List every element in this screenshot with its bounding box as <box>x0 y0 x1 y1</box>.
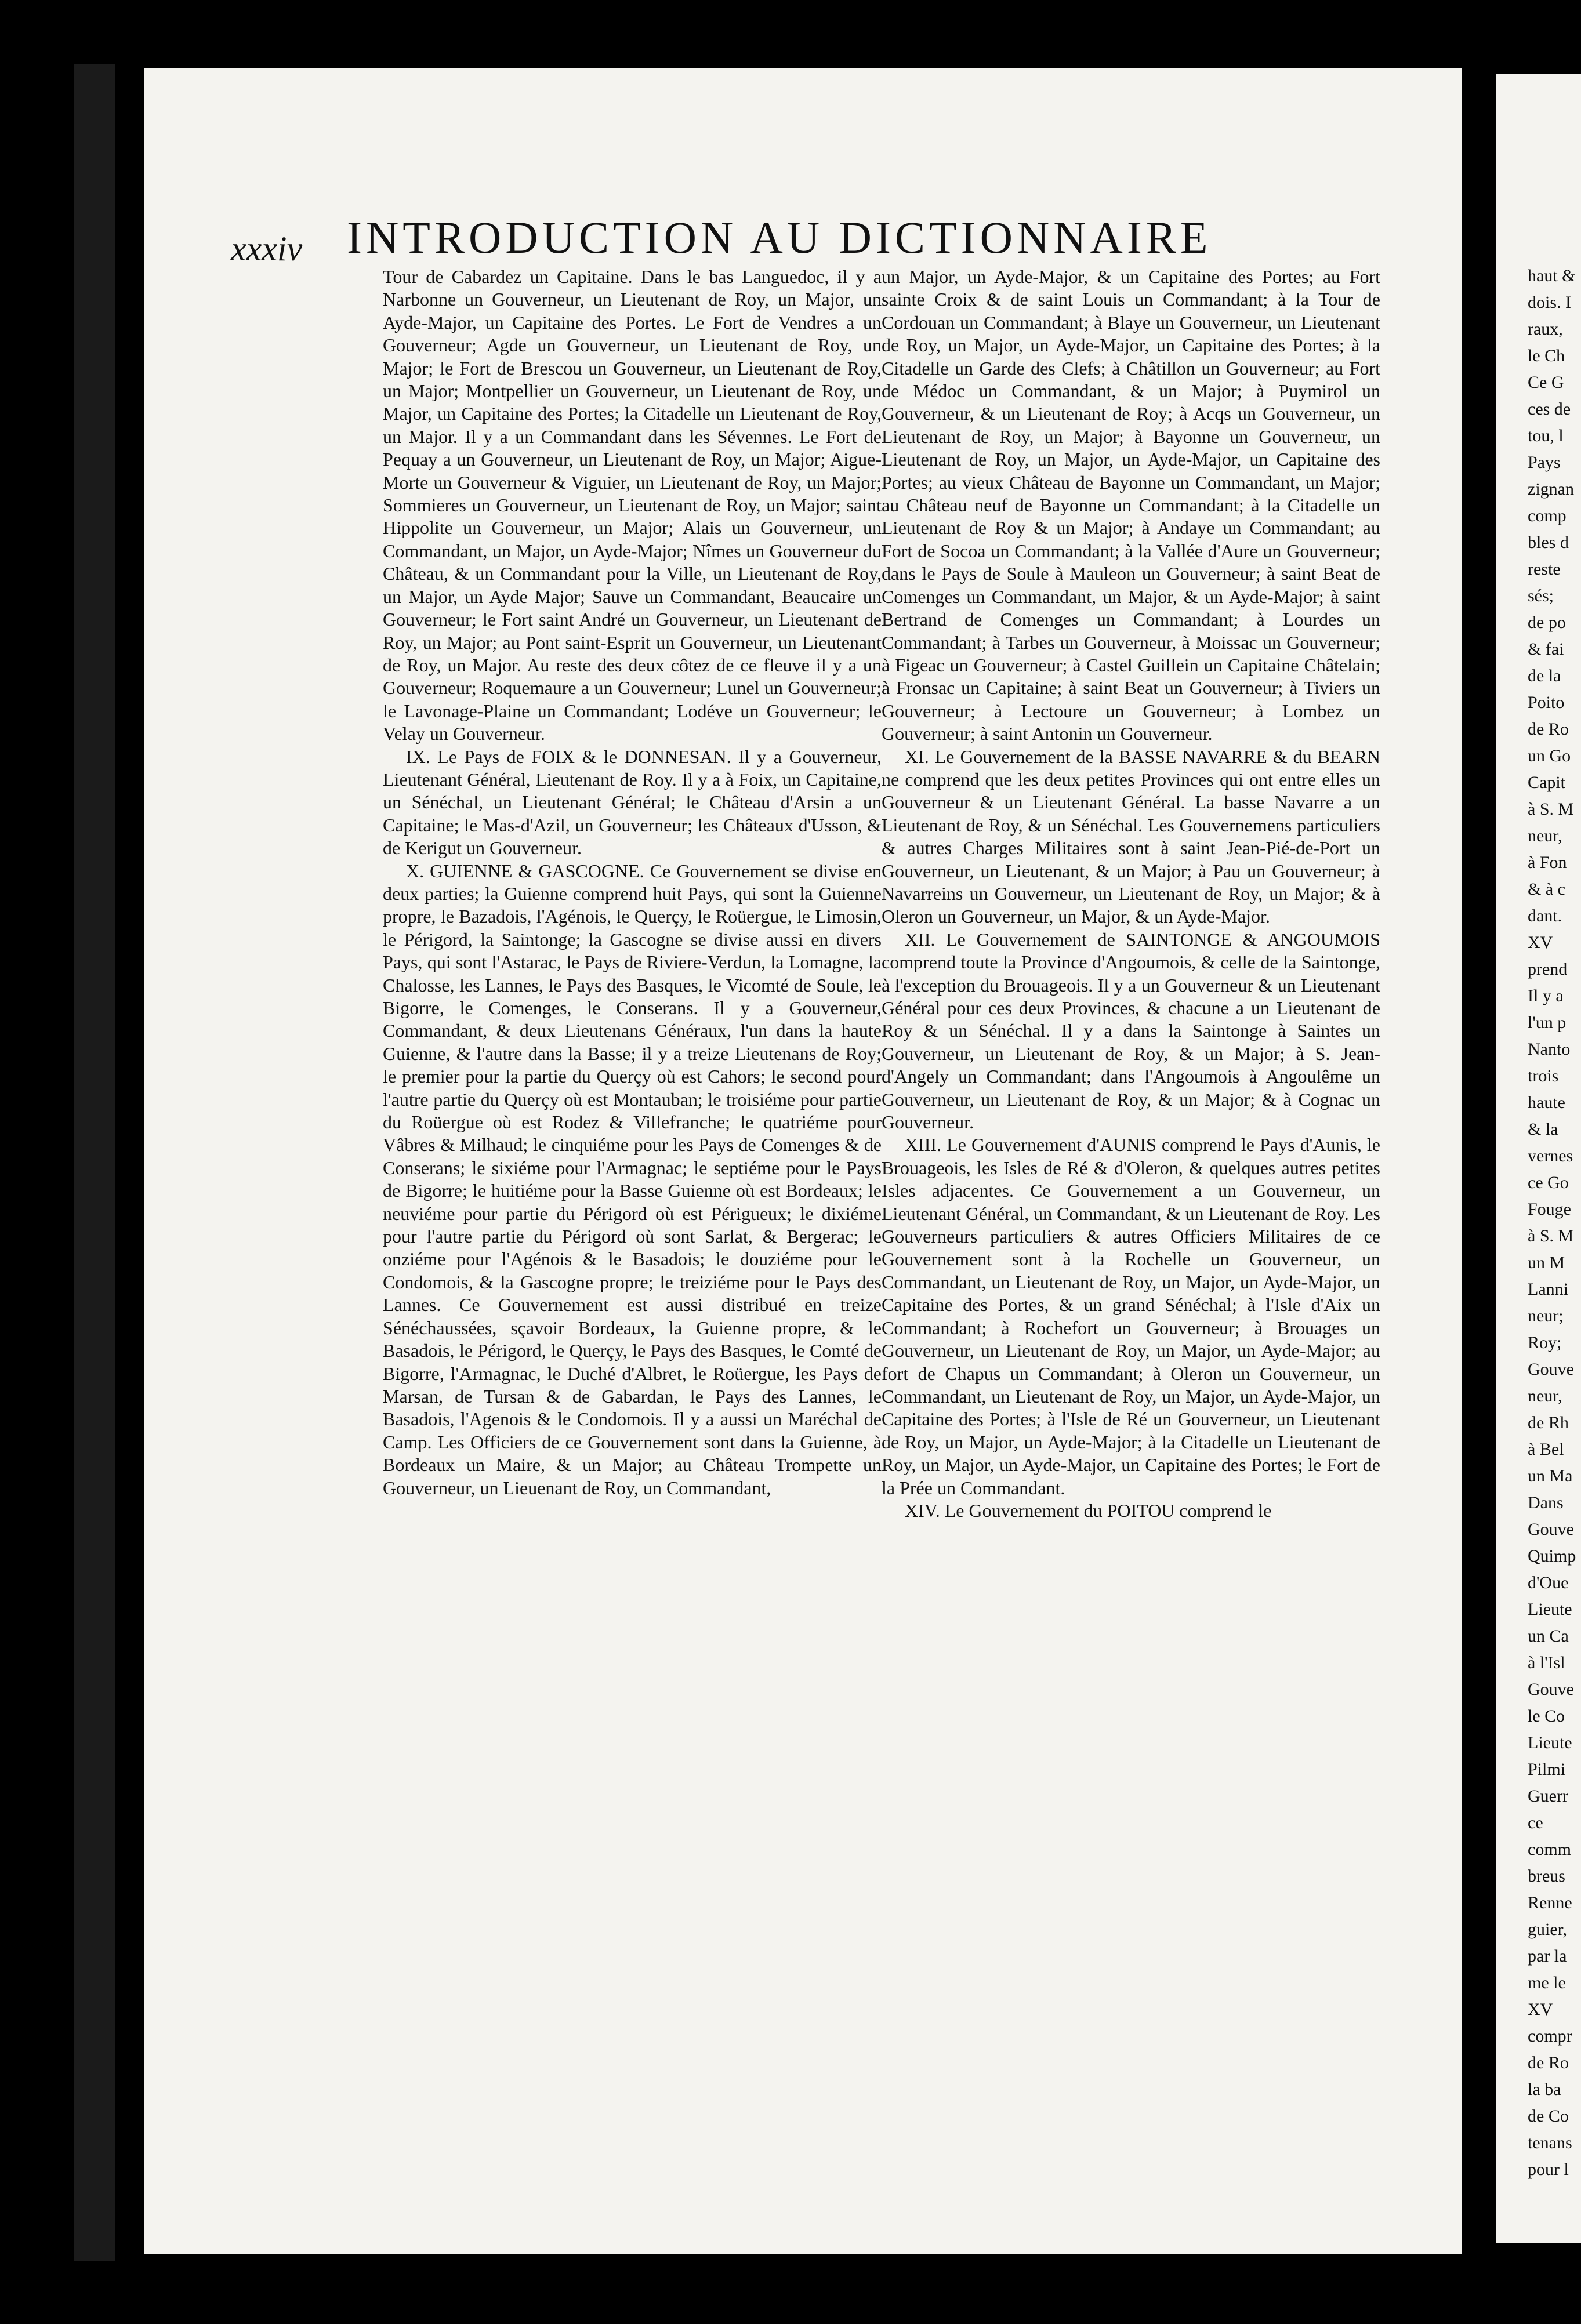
adjacent-page-line: Lieute <box>1528 1733 1572 1752</box>
adjacent-page-line: Renne <box>1528 1893 1572 1912</box>
adjacent-page-line: un Go <box>1528 746 1571 765</box>
adjacent-page-line: & la <box>1528 1120 1558 1139</box>
adjacent-page-line: compr <box>1528 2027 1572 2046</box>
adjacent-page-line: Capit <box>1528 773 1565 792</box>
adjacent-page-line: à Fon <box>1528 853 1567 872</box>
adjacent-page-line: à l'Isl <box>1528 1653 1565 1672</box>
adjacent-page-line: de Co <box>1528 2107 1569 2126</box>
adjacent-page-line: ces de <box>1528 400 1571 419</box>
adjacent-page-line: Roy; <box>1528 1333 1562 1352</box>
adjacent-page-edge <box>1496 74 1581 2243</box>
paragraph: XIII. Le Gouvernement d'AUNIS comprend le Pays d'Aunis, le Brouageois, les Isles de Ré & d'Oleron, & quelques autres petites Isles adjacentes. Ce Gouvernement a un Gouverneur, un Lieutenant Général, un Commandant, & un Lieutenant de Roy. Les Gouverneurs particuliers & autres Officiers Militaires de ce Gouvernement sont à la Rochelle un Gouverneur, un Commandant, un Lieutenant de Roy, un Major, un Ayde-Major, un Capitaine des Portes, & un grand Sénéchal; à l'Isle d'Aix un Commandant; à Rochefort un Gouverneur; à Brouages un Gouverneur, un Lieutenant de Roy, un Major, un Ayde-Major; au fort de Chapus un Commandant; à Oleron un Gouverneur, un Commandant, un Lieutenant de Roy, un Major, un Ayde-Major, un Capitaine des Portes; à l'Isle de Ré un Gouverneur, un Lieutenant de Roy, un Major, un Ayde-Major; à la Citadelle un Lieutenant de Roy, un Major, un Ayde-Major, un Capitaine des Portes; le Fort de la Prée un Commandant. <box>882 1134 1380 1498</box>
adjacent-page-line: d'Oue <box>1528 1573 1569 1592</box>
paragraph: un Major, un Ayde-Major, & un Capitaine des Portes; au Fort sainte Croix & de saint Louis un Commandant; à la Tour de Cordouan un Commandant; à Blaye un Gouverneur, un Lieutenant de Roy, un Major, un Ayde-Major, un Capitaine des Portes; à la Citadelle un Garde des Clefs; à Châtillon un Gouverneur; au Fort de Médoc un Commandant, & un Major; à Puymirol un Gouverneur, & un Lieutenant de Roy; à Acqs un Gouverneur, un Lieutenant de Roy, un Major; à Bayonne un Gouverneur, un Lieutenant de Roy, un Major, un Ayde-Major, un Capitaine des Portes; au vieux Château de Bayonne un Commandant, un Major; au Château neuf de Bayonne un Commandant; à la Citadelle un Lieutenant de Roy & un Major; à Andaye un Commandant; au Fort de Socoa un Commandant; à la Vallée d'Aure un Gouverneur; dans le Pays de Soule à Mauleon un Gouverneur; à saint Beat de Comenges un Commandant, un Major, & un Ayde-Major; à saint Bertrand de Comenges un Commandant; à Lourdes un Commandant; à Tarbes un Gouverneur, à Moissac un Gouverneur; à Figeac un Gouverneur; à Castel Guillein un Capitaine Châtelain; à Fronsac un Capitaine; à saint Beat un Gouverneur; à Tiviers un Gouverneur; à Lectoure un Gouverneur; à Lombez un Gouverneur; à saint Antonin un Gouverneur. <box>882 266 1380 745</box>
adjacent-page-line: comp <box>1528 506 1567 525</box>
adjacent-page-line: haut & <box>1528 266 1576 285</box>
adjacent-page-line: & fai <box>1528 640 1564 659</box>
adjacent-page-line: Lieute <box>1528 1600 1572 1619</box>
adjacent-page-line: Fouge <box>1528 1200 1571 1219</box>
adjacent-page-line: vernes <box>1528 1146 1573 1165</box>
adjacent-page-line: trois <box>1528 1066 1559 1085</box>
adjacent-page-line: neur, <box>1528 826 1562 845</box>
adjacent-page-line: pour l <box>1528 2160 1569 2179</box>
adjacent-page-line: Gouve <box>1528 1360 1574 1379</box>
book-binding-edge <box>74 64 115 2261</box>
text-column-left <box>383 266 882 1499</box>
adjacent-page-line: breus <box>1528 1867 1565 1886</box>
adjacent-page-line: raux, <box>1528 319 1563 339</box>
adjacent-page-line: Gouve <box>1528 1520 1574 1539</box>
adjacent-page-line: ce <box>1528 1813 1543 1832</box>
adjacent-page-line: Nanto <box>1528 1040 1571 1059</box>
adjacent-page-line: Pilmi <box>1528 1760 1566 1779</box>
adjacent-page-line: de Rh <box>1528 1413 1569 1432</box>
adjacent-page-line: me le <box>1528 1973 1566 1992</box>
adjacent-page-line: haute <box>1528 1093 1565 1112</box>
adjacent-page-line: par la <box>1528 1947 1567 1966</box>
adjacent-page-line: Quimp <box>1528 1546 1576 1566</box>
adjacent-page-line: Pays <box>1528 453 1561 472</box>
adjacent-page-line: reste <box>1528 560 1561 579</box>
adjacent-page-line: prend <box>1528 960 1568 979</box>
page-number: xxxiv <box>231 230 303 268</box>
adjacent-page-line: à S. M <box>1528 1226 1574 1245</box>
adjacent-page-line: sés; <box>1528 586 1554 605</box>
adjacent-page-line: un Ca <box>1528 1626 1569 1646</box>
adjacent-page-line: tenans <box>1528 2133 1572 2152</box>
adjacent-page-line: la ba <box>1528 2080 1561 2099</box>
adjacent-page-line: le Ch <box>1528 346 1565 365</box>
adjacent-page-line: de Ro <box>1528 2053 1569 2072</box>
adjacent-page-line: guier, <box>1528 1920 1567 1939</box>
running-title: INTRODUCTION AU DICTIONNAIRE <box>347 212 1212 263</box>
paragraph: IX. Le Pays de FOIX & le DONNESAN. Il y a Gouverneur, Lieutenant Général, Lieutenant de Roy. Il y a à Foix, un Capitaine, un Sénéchal, un Lieutenant Général; le Château d'Arsin a un Capitaine; le Mas-d'Azil, un Gouverneur; les Châteaux d'Usson, & de Kerigut un Gouverneur. <box>383 746 882 859</box>
adjacent-page-line: neur, <box>1528 1386 1562 1406</box>
adjacent-page-line: l'un p <box>1528 1013 1567 1032</box>
adjacent-page-line: dant. <box>1528 906 1562 925</box>
paragraph: Tour de Cabardez un Capitaine. Dans le bas Languedoc, il y a Narbonne un Gouverneur, un Lieutenant de Roy, un Major, un Ayde-Major, un Capitaine des Portes. Le Fort de Vendres a un Gouverneur; Agde un Gouverneur, un Lieutenant de Roy, un Major; le Fort de Brescou un Gouverneur, un Lieutenant de Roy, un Major; Montpellier un Gouverneur, un Lieutenant de Roy, un Major, un Capitaine des Portes; la Citadelle un Lieutenant de Roy, un Major. Il y a un Commandant dans les Sévennes. Le Fort de Pequay a un Gouverneur, un Lieutenant de Roy, un Major; Aigue-Morte un Gouverneur & Viguier, un Lieutenant de Roy, un Major; Sommieres un Gouverneur, un Lieutenant de Roy, un Major; saint Hippolite un Gouverneur, un Major; Alais un Gouverneur, un Commandant, un Major, un Ayde-Major; Nîmes un Gouverneur du Château, & un Commandant pour la Ville, un Lieutenant de Roy, un Major, un Ayde Major; Sauve un Commandant, Beaucaire un Gouverneur; le Fort saint André un Gouverneur, un Lieutenant de Roy, un Major; au Pont saint-Esprit un Gouverneur, un Lieutenant de Roy, un Major. Au reste des deux côtez de ce fleuve il y a un Gouverneur; Roquemaure a un Gouverneur; Lunel un Gouverneur; le Lavonage-Plaine un Commandant; Lodéve un Gouverneur; le Velay un Gouverneur. <box>383 266 882 745</box>
adjacent-page-line: de Ro <box>1528 720 1569 739</box>
adjacent-page-line: à S. M <box>1528 800 1574 819</box>
adjacent-page-line: Il y a <box>1528 986 1564 1005</box>
adjacent-page-line: bles d <box>1528 533 1569 552</box>
paragraph: X. GUIENNE & GASCOGNE. Ce Gouvernement se divise en deux parties; la Guienne comprend huit Pays, qui sont la Guienne propre, le Bazadois, l'Agénois, le Querçy, le Roüergue, le Limosin, le Périgord, la Saintonge; la Gascogne se divise aussi en divers Pays, qui sont l'Astarac, le Pays de Riviere-Verdun, la Lomagne, la Chalosse, les Lannes, le Pays des Basques, le Vicomté de Soule, le Bigorre, le Comenges, le Conserans. Il y a Gouverneur, Commandant, & deux Lieutenans Généraux, l'un dans la haute Guienne, & l'autre dans la Basse; il y a treize Lieutenans de Roy; le premier pour la partie du Querçy où est Cahors; le second pour l'autre partie du Querçy où est Montauban; le troisiéme pour partie du Roüergue où est Rodez & Villefranche; le quatriéme pour Vâbres & Milhaud; le cinquiéme pour les Pays de Comenges & de Conserans; le sixiéme pour l'Armagnac; le septiéme pour le Pays de Bigorre; le huitiéme pour la Basse Guienne où est Bordeaux; le neuviéme pour partie du Périgord où est Périgueux; le dixiéme pour l'autre partie du Périgord où sont Sarlat, & Bergerac; le onziéme pour l'Agénois & le Basadois; le douziéme pour le Condomois, & la Gascogne propre; le treiziéme pour le Pays des Lannes. Ce Gouvernement est aussi distribué en treize Sénéchaussées, sçavoir Bordeaux, la Guienne propre, & le Basadois, le Périgord, le Querçy, le Pays des Basques, le Comté de Bigorre, l'Armagnac, le Duché d'Albret, le Roüergue, les Pays de Marsan, de Tursan & de Gabardan, le Pays des Lannes, le Basadois, l'Agenois & le Condomois. Il y a aussi un Maréchal de Camp. Les Officiers de ce Gouvernement sont dans la Guienne, à Bordeaux un Maire, & un Major; au Château Trompette un Gouverneur, un Lieuenant de Roy, un Commandant, <box>383 860 882 1498</box>
adjacent-page-text <box>1496 263 1576 2183</box>
adjacent-page-line: neur; <box>1528 1306 1564 1326</box>
adjacent-page-line: de po <box>1528 613 1566 632</box>
text-column-right <box>882 266 1380 1522</box>
adjacent-page-line: Gouve <box>1528 1680 1574 1699</box>
adjacent-page-line: tou, l <box>1528 426 1564 445</box>
adjacent-page-line: un M <box>1528 1253 1565 1272</box>
adjacent-page-line: Guerr <box>1528 1786 1568 1806</box>
adjacent-page-line: Poito <box>1528 693 1565 712</box>
paragraph: XI. Le Gouvernement de la BASSE NAVARRE & du BEARN ne comprend que les deux petites Provinces qui ont entre elles un Gouverneur & un Lieutenant Général. La basse Navarre a un Lieutenant de Roy, & un Sénéchal. Les Gouvernemens particuliers & autres Charges Militaires sont à saint Jean-Pié-de-Port un Gouverneur, un Lieutenant, & un Major; à Pau un Gouverneur; à Navarreins un Gouverneur, un Lieutenant de Roy, un Major; & à Oleron un Gouverneur, un Major, & un Ayde-Major. <box>882 746 1380 927</box>
adjacent-page-line: zignan <box>1528 480 1574 499</box>
paragraph: XII. Le Gouvernement de SAINTONGE & ANGOUMOIS comprend toute la Province d'Angoumois, & celle de la Saintonge, à l'exception du Brouageois. Il y a un Gouverneur & un Lieutenant Général pour ces deux Provinces, & chacune a un Lieutenant de Roy & un Sénéchal. Il y a dans la Saintonge à Saintes un Gouverneur, un Lieutenant de Roy, & un Major; à S. Jean-d'Angely un Commandant; dans l'Angoumois à Angoulême un Gouverneur, un Lieutenant de Roy, & un Major; & à Cognac un Gouverneur. <box>882 928 1380 1133</box>
adjacent-page-line: de la <box>1528 666 1561 685</box>
adjacent-page-line: XV <box>1528 933 1553 952</box>
paragraph: XIV. Le Gouvernement du POITOU comprend le <box>905 1499 1272 1521</box>
adjacent-page-line: le Co <box>1528 1706 1565 1726</box>
adjacent-page-line: comm <box>1528 1840 1571 1859</box>
adjacent-page-line: Ce G <box>1528 373 1564 392</box>
adjacent-page-line: XV <box>1528 2000 1553 2019</box>
adjacent-page-line: à Bel <box>1528 1440 1564 1459</box>
adjacent-page-line: dois. I <box>1528 293 1571 312</box>
adjacent-page-line: un Ma <box>1528 1466 1573 1486</box>
adjacent-page-line: Lanni <box>1528 1280 1568 1299</box>
adjacent-page-line: ce Go <box>1528 1173 1569 1192</box>
adjacent-page-line: & à c <box>1528 880 1565 899</box>
adjacent-page-line: Dans <box>1528 1493 1564 1512</box>
